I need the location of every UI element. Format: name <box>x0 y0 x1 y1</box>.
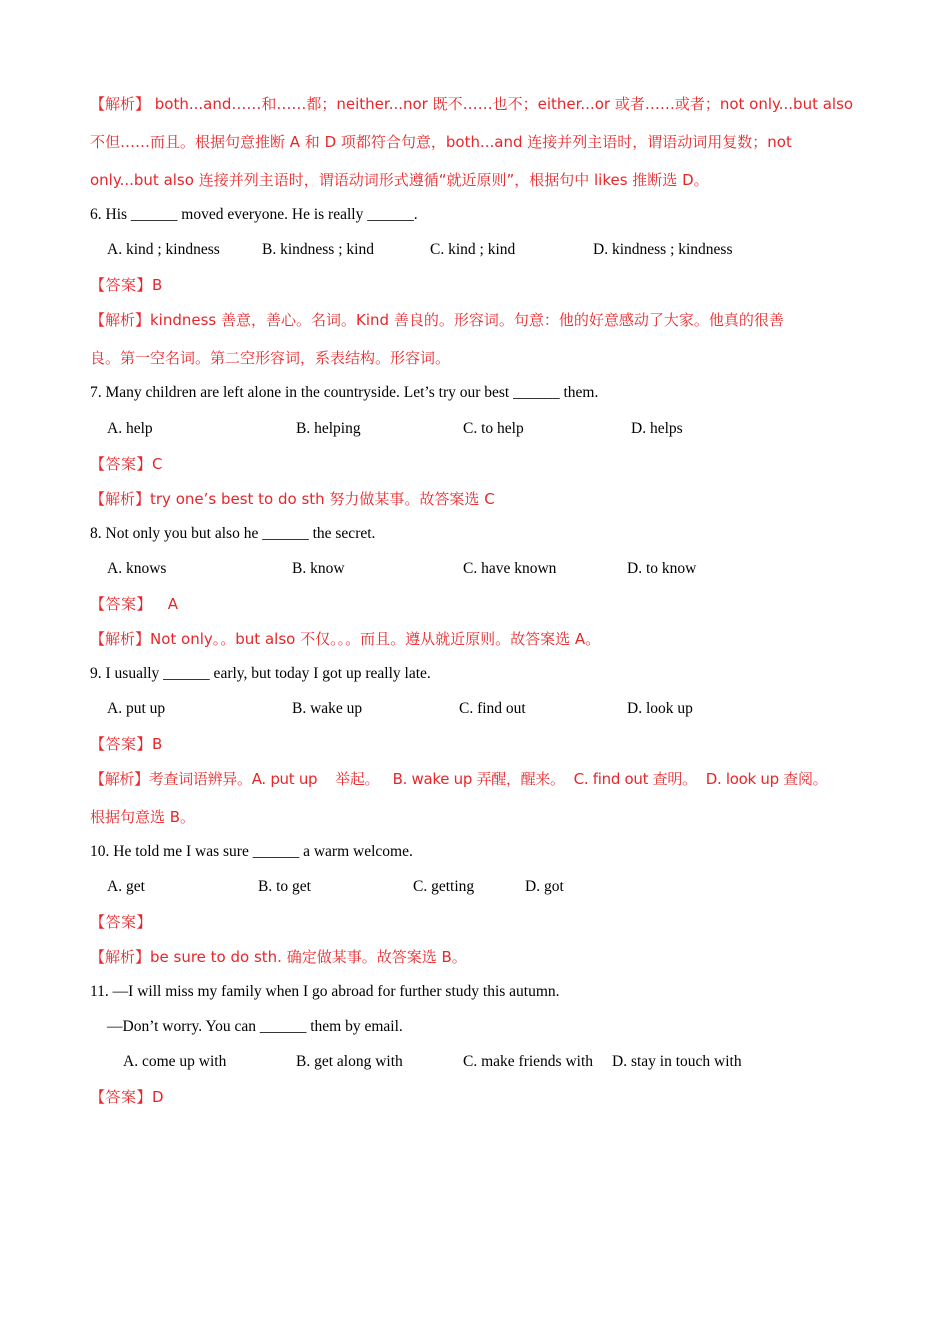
q9-analysis-line-2: 根据句意选 B。 <box>90 808 196 826</box>
q6-analysis-line-2: 良。第一空名词。第二空形容词，系表结构。形容词。 <box>90 349 451 367</box>
q6-answer: 【答案】B <box>90 276 163 294</box>
q10-option-a: A. get <box>107 878 145 895</box>
q11-option-c: C. make friends with <box>463 1053 594 1070</box>
q7-stem: 7. Many children are left alone in the countryside. Let’s try our best ______ them. <box>90 384 599 401</box>
q11-stem-line-1: 11. —I will miss my family when I go abroad for further study this autumn. <box>90 983 560 1000</box>
q8-option-a: A. knows <box>107 560 167 577</box>
q10-option-d: D. got <box>525 878 564 895</box>
q9-answer: 【答案】B <box>90 735 163 753</box>
q8-analysis-line-1: 【解析】Not only。。but also 不仅。。。而且。遵从就近原则。故答案选 A。 <box>90 630 601 648</box>
q5-analysis-line-1: 【解析】 both...and……和……都；neither...nor 既不……也不；either...or 或者……或者；not only...but also <box>90 95 854 113</box>
q6-option-b: B. kindness ; kind <box>262 241 374 258</box>
q9-option-b: B. wake up <box>292 700 363 717</box>
q7-option-b: B. helping <box>296 420 361 437</box>
q11-option-a: A. come up with <box>123 1053 227 1070</box>
q6-option-a: A. kind ; kindness <box>107 241 220 258</box>
q7-analysis-line-1: 【解析】try one’s best to do sth 努力做某事。故答案选 C <box>90 490 495 508</box>
q8-option-d: D. to know <box>627 560 697 577</box>
q11-stem-line-2: —Don’t worry. You can ______ them by email. <box>107 1018 403 1035</box>
q6-option-d: D. kindness ; kindness <box>593 241 733 258</box>
q10-analysis-line-1: 【解析】be sure to do sth. 确定做某事。故答案选 B。 <box>90 948 467 966</box>
q9-option-d: D. look up <box>627 700 693 717</box>
q10-stem: 10. He told me I was sure ______ a warm welcome. <box>90 843 413 860</box>
q10-option-c: C. getting <box>413 878 475 895</box>
q11-option-d: D. stay in touch with <box>612 1053 742 1070</box>
q9-option-c: C. find out <box>459 700 526 717</box>
q10-option-b: B. to get <box>258 878 311 895</box>
q6-analysis-line-1: 【解析】kindness 善意，善心。名词。Kind 善良的。形容词。句意：他的好意感动了大家。他真的很善 <box>90 311 784 329</box>
q8-stem: 8. Not only you but also he ______ the secret. <box>90 525 376 542</box>
q9-stem: 9. I usually ______ early, but today I got up really late. <box>90 665 431 682</box>
q7-option-c: C. to help <box>463 420 524 437</box>
q9-option-a: A. put up <box>107 700 166 717</box>
q8-option-c: C. have known <box>463 560 557 577</box>
q10-answer: 【答案】 <box>90 913 153 931</box>
q7-option-a: A. help <box>107 420 153 437</box>
q5-analysis-line-3: only...but also 连接并列主语时，谓语动词形式遵循“就近原则”，根据句中 likes 推断选 D。 <box>90 171 709 189</box>
q11-option-b: B. get along with <box>296 1053 403 1070</box>
q7-option-d: D. helps <box>631 420 683 437</box>
q6-option-c: C. kind ; kind <box>430 241 516 258</box>
q11-answer: 【答案】D <box>90 1088 165 1106</box>
q9-analysis-line-1: 【解析】考查词语辨异。A. put up 举起。 B. wake up 弄醒，醒来。 C. find out 查明。 D. look up 查阅。 <box>90 770 828 788</box>
q5-analysis-line-2: 不但……而且。根据句意推断 A 和 D 项都符合句意，both...and 连接并列主语时，谓语动词用复数；not <box>90 133 792 151</box>
q6-stem: 6. His ______ moved everyone. He is really ______. <box>90 206 418 223</box>
q7-answer: 【答案】C <box>90 455 163 473</box>
q8-option-b: B. know <box>292 560 345 577</box>
q8-answer: 【答案】 A <box>90 595 179 613</box>
